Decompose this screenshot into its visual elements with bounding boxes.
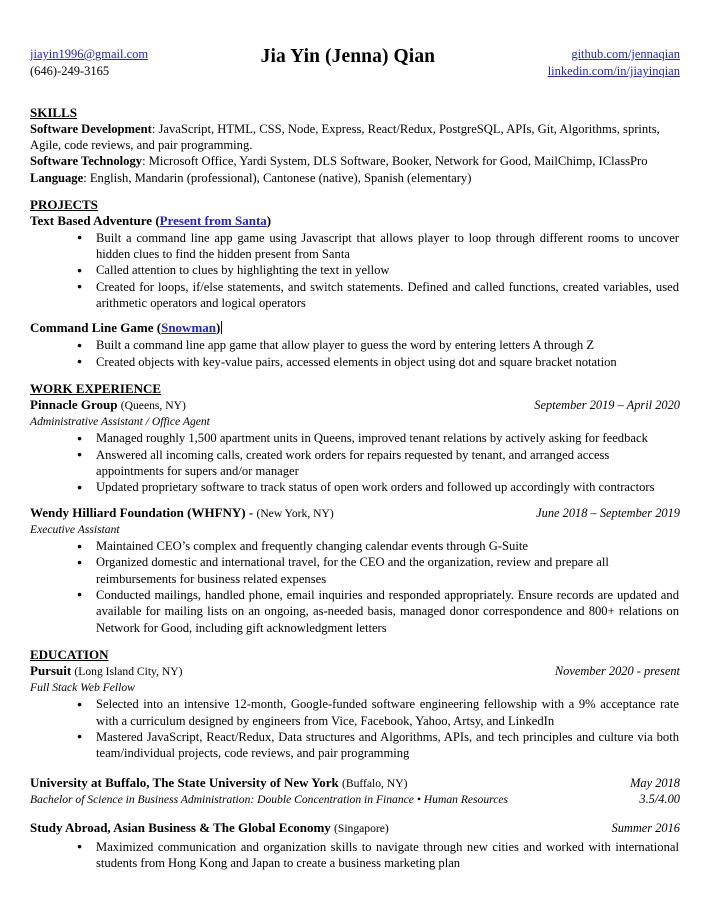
education-org-name-0: Pursuit [30,662,72,678]
github-link[interactable]: github.com/jennaqian [571,47,680,61]
work-entry-header-0 [30,397,680,415]
work-date-0: September 2019 – April 2020 [534,397,680,412]
skill-value-technology: : Microsoft Office, Yardi System, DLS Software, Booker, Network for Good, MailChimp, IClassPro [142,154,648,169]
project-link-1[interactable]: Snowman [161,320,217,336]
project-title-1 [30,320,680,336]
list-item: ● Conducted mailings, handled phone, email inquiries and responded appropriately. Ensure records are updated and available for mailing lists on an ongoing, as-needed basis, managed donor correspondence and 800+ relations on Network for Good, including gift acknowledgment letters [30,587,680,636]
resume-header [30,46,680,94]
email-link[interactable]: jiayin1996@gmail.com [30,47,149,61]
work-org-name-1: Wendy Hilliard Foundation (WHFNY) - [30,504,254,520]
education-role-1: Bachelor of Science in Business Administration: Double Concentration in Finance • Human Resources [30,793,509,807]
education-date-2: Summer 2016 [611,821,680,836]
contact-right [548,46,680,80]
project-name-0: Text Based Adventure ( [30,212,160,228]
education-org-1 [30,775,407,793]
skill-line-language [30,170,680,186]
linkedin-link[interactable]: linkedin.com/in/jiayinqian [547,64,680,78]
education-entry-header-0 [30,663,680,681]
education-entry-header-2 [30,820,680,838]
education-role-row-1 [30,792,680,807]
section-title-skills: SKILLS [30,105,77,120]
education-org-place-0: (Long Island City, NY) [74,664,183,678]
education-org-place-1: (Buffalo, NY) [341,776,408,790]
skill-line-development [30,121,680,153]
project-bullets-1 [30,337,680,370]
skill-label-technology: Software Technology [30,154,143,169]
page-title: Jia Yin (Jenna) Qian [260,46,436,67]
skill-label-language: Language [30,170,84,185]
project-paren-1: ) [216,320,221,336]
project-link-0[interactable]: Present from Santa [159,212,267,228]
skill-value-development: : JavaScript, HTML, CSS, Node, Express, React/Redux, PostgreSQL, APIs, Git, Algorithms, sprints, Agile, code reviews, and pair programming. [30,122,660,153]
work-org-1 [30,505,334,523]
list-item: ● Updated proprietary software to track status of open work orders and followed up accordingly with contractors [30,479,680,495]
work-org-place-0: (Queens, NY) [120,398,186,412]
list-item: ● Maximized communication and organization skills to navigate through new cities and worked with international students from Hong Kong and Japan to create a business marketing plan [30,839,680,872]
education-bullets-2 [30,839,680,872]
education-org-place-2: (Singapore) [334,822,389,836]
work-date-1: June 2018 – September 2019 [536,505,680,520]
education-date-0: November 2020 - present [554,663,680,678]
list-item: ● Called attention to clues by highlighting the text in yellow [30,262,680,278]
skill-value-language: : English, Mandarin (professional), Cantonese (native), Spanish (elementary) [83,170,472,185]
education-org-name-2: Study Abroad, Asian Business & The Global Economy [30,820,331,836]
project-bullets-0 [30,230,680,311]
project-paren-0: ) [266,212,272,228]
section-title-education: EDUCATION [30,646,109,662]
work-org-name-0: Pinnacle Group [30,396,118,412]
phone-text: (646)-249-3165 [30,64,110,78]
work-role-1: Executive Assistant [30,523,120,537]
list-item: ● Built a command line app game using Javascript that allows player to loop through different rooms to uncover hidden clues to find the hidden present from Santa [30,230,680,263]
list-item: ● Created objects with key-value pairs, accessed elements in object using dot and square bracket notation [30,354,680,370]
education-bullets-0 [30,696,680,761]
text-cursor [221,321,222,334]
work-entry-header-1 [30,505,680,523]
education-date-1: May 2018 [630,775,680,790]
list-item: ● Built a command line app game that allow player to guess the word by entering letters A through Z [30,337,680,353]
work-bullets-1 [30,538,680,636]
skill-line-technology [30,153,680,169]
work-role-0: Administrative Assistant / Office Agent [30,415,210,429]
list-item: ● Organized domestic and international travel, for the CEO and the organization, review and prepare all reimbursements for business related expenses [30,554,680,587]
education-org-0 [30,663,183,681]
project-name-1: Command Line Game ( [30,320,162,336]
education-entry-header-1 [30,775,680,793]
work-org-place-1: (New York, NY) [256,506,334,520]
education-org-name-1: University at Buffalo, The State University of New York [30,774,339,790]
project-title-0 [30,213,680,229]
work-bullets-0 [30,430,680,495]
skill-label-development: Software Development [30,122,152,136]
list-item: ● Created for loops, if/else statements, and switch statements. Defined and called functions, created variables, used arithmetic operators and logical operators [30,279,680,312]
list-item: ● Managed roughly 1,500 apartment units in Queens, improved tenant relations by actively asking for feedback [30,430,680,446]
section-title-work: WORK EXPERIENCE [30,380,162,396]
list-item: ● Answered all incoming calls, created work orders for repairs requested by tenant, and arranged access appointments for supers and/or manager [30,447,680,480]
list-item: ● Maintained CEO’s complex and frequently changing calendar events through G-Suite [30,538,680,554]
education-gpa-1: 3.5/4.00 [639,792,680,807]
work-org-0 [30,397,186,415]
section-title-projects: PROJECTS [30,196,98,212]
list-item: ● Mastered JavaScript, React/Redux, Data structures and Algorithms, APIs, and tech principles and culture via both team/individual projects, code reviews, and pair programming [30,729,680,762]
education-role-0: Full Stack Web Fellow [30,681,135,695]
list-item: ● Selected into an intensive 12-month, Google-funded software engineering fellowship with a 9% acceptance rate with a curriculum designed by engineers from Vice, Facebook, Yahoo, Artsy, and LinkedIn [30,696,680,729]
contact-left [30,46,148,80]
education-org-2 [30,820,389,838]
